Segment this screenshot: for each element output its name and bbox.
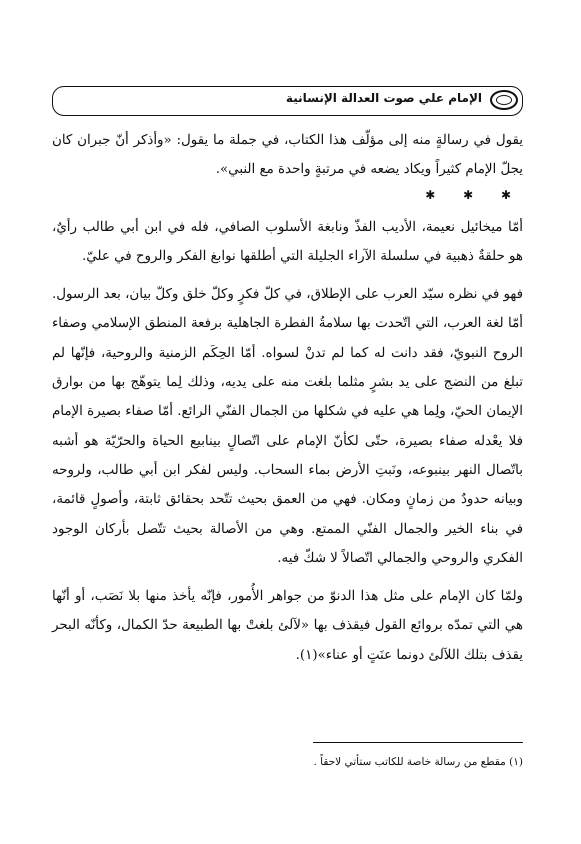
paragraph-4: ولمّا كان الإمام على مثل هذا الدنوّ من جواهر الأُمور، فإنّه يأخذ منها بلا نَصَب، أو أنّها هي التي تمدّه بروائع القول فيقذف بها «لآلئ بلغتْ بها الطبيعة حدّ الكمال، وكأنّه البحر يقذف بتلك اللآلئ دونما عنَتٍ أو عناء»(١). xyxy=(52,589,523,663)
footnote-divider xyxy=(313,742,523,743)
paragraph-3: فهو في نظره سيّد العرب على الإطلاق، في كلّ فكرٍ وكلّ خلق وكلّ بيان، بعد الرسول. أمّا لغة العرب، التي اتّحدت بها سلامةُ الفطرة الجاهلية برفعة المنطق الإسلامي وصفاء الروح النبويّ، فقد دانت له كما لم تدنْ لسواه. أمّا الحِكَم الزمنية والروحية، فإنّها لم تبلغ من النضج على يد بشرٍ مثلما بلغت منه على يديه، وذلك لِما يتوهّج بها من بوارق الإيمان الحيّ، ولِما هي عليه في شكلها من الجمال الفنّي الرائع. أمّا صفاء بصيرة الإمام فلا يعْدله صفاء بصيرة، حتّى لكأنّ الإمام على اتّصالٍ بينابيع الحياة والحرّيّة هو أشبه باتّصال النهر بينبوعه، ونَبتِ الأرض بماء السحاب. وليس لفكر ابن أبي طالب، ولروحه وبيانه حدودٌ من زمانٍ ومكان. فهي من العمق بحيث تتّحد بحقائق ثابتة، وأصولٍ قائمة، في بناء الخير والجمال الفنّي الممتع. وهي من الأصالة بحيث تتّصل بأركان الوجود الفكري والروحي والجمالي اتّصالاً لا شكّ فيه. xyxy=(52,287,524,566)
footnote: (١) مقطع من رسالة خاصة للكاتب ستأتي لاحقاً . xyxy=(313,756,523,768)
paragraph-1: يقول في رسالةٍ منه إلى مؤلّف هذا الكتاب، في جملة ما يقول: «وأذكر أنّ جبران كان يجلّ الإمام كثيراً ويكاد يضعه في مرتبةٍ واحدة مع النبي». xyxy=(52,133,523,178)
ornament-inner-oval xyxy=(496,95,512,105)
main-text xyxy=(52,126,523,670)
section-separator: ✱ ✱ ✱ xyxy=(425,187,523,202)
paragraph-2: أمّا ميخائيل نعيمة، الأديب الفذّ ونابغة الأسلوب الصافي، فله في ابن أبي طالب رأيٌ، هو حلقةٌ ذهبية في سلسلة الآراء الجليلة التي أطلقها نوابغ الفكر والروح في عليّ. xyxy=(52,219,523,264)
page-number-ornament-icon xyxy=(490,90,518,110)
header-title: الإمام علي صوت العدالة الإنسانية xyxy=(285,91,482,105)
running-header xyxy=(52,86,523,116)
